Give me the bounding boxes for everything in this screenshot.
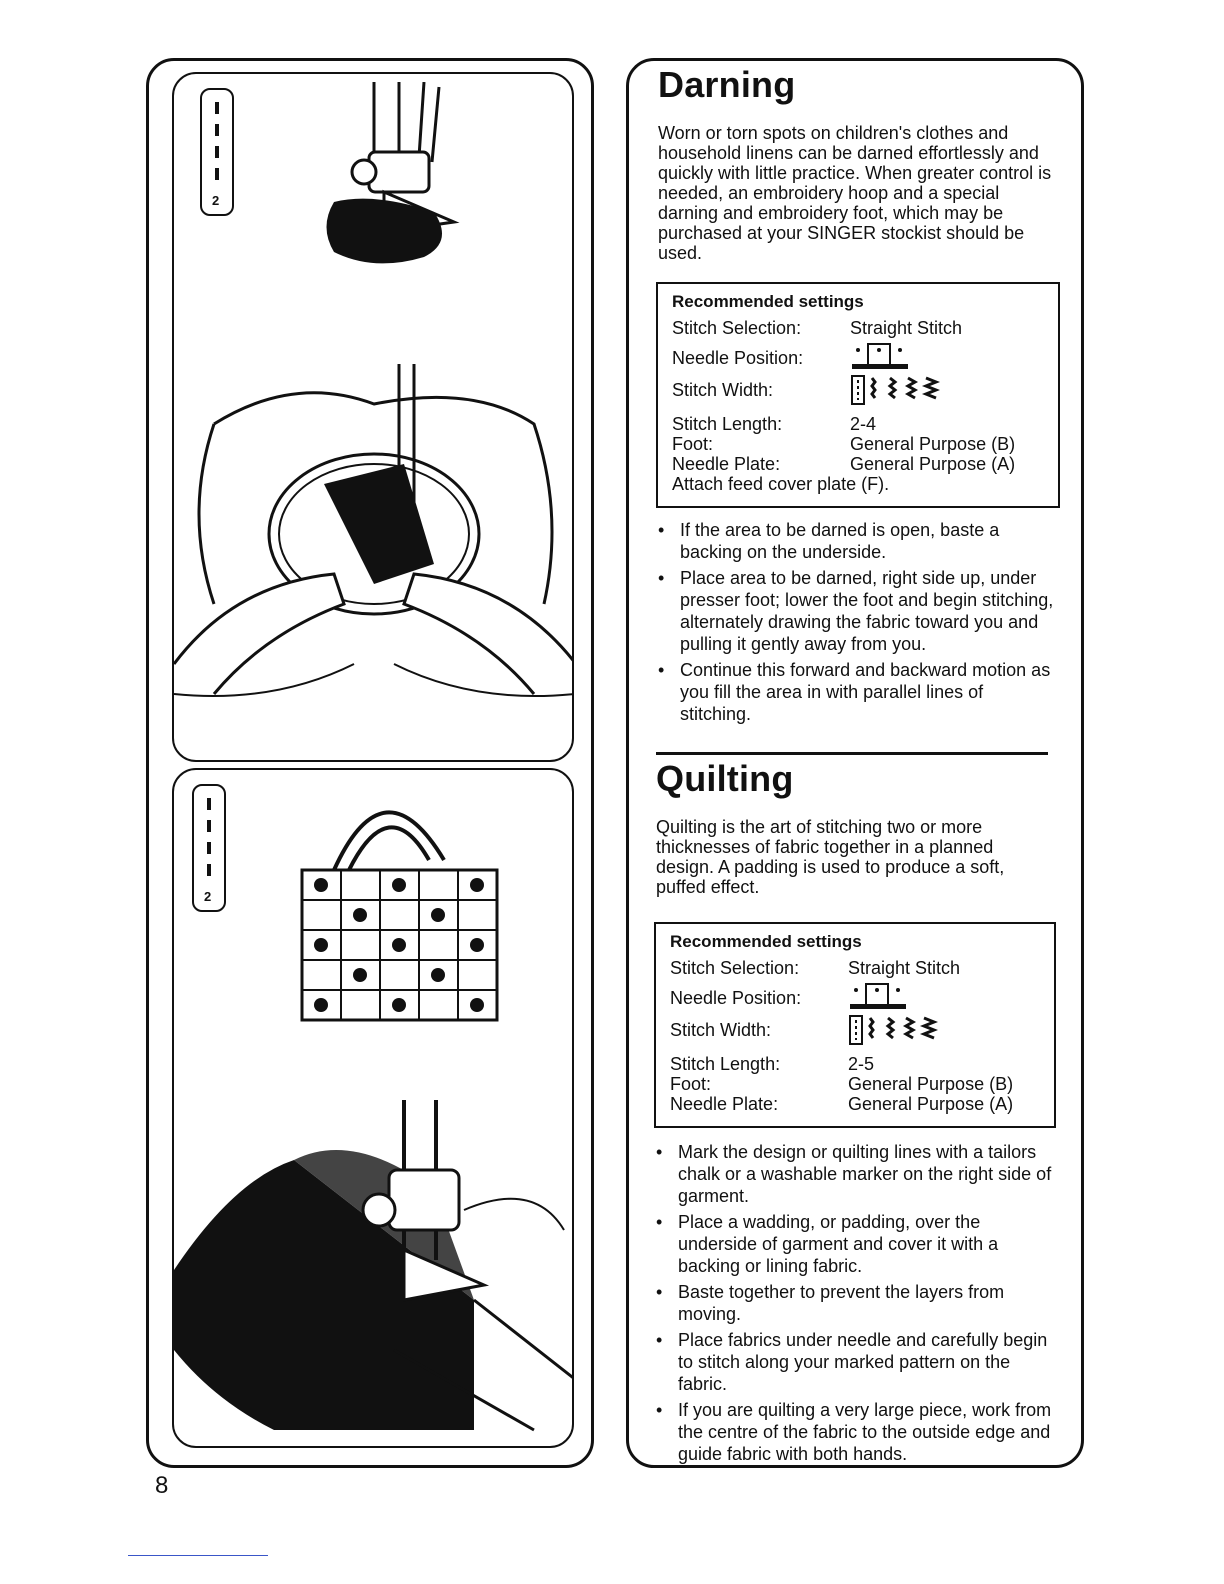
stitch-width-icon [850, 374, 940, 406]
stitch-length-gauge-icon: 2 [200, 88, 234, 216]
list-item: • Place a wadding, or padding, over the underside of garment and cover it with a backing or lining fabric. [654, 1211, 1054, 1277]
list-item: • Baste together to prevent the layers from moving. [654, 1281, 1054, 1325]
darning-bullet-list [656, 519, 1058, 729]
footer-rule [128, 1555, 268, 1556]
quilted-bag-illustration [284, 780, 504, 1030]
quilting-intro: Quilting is the art of stitching two or more thicknesses of fabric together in a planned design. A padding is used to produce a soft, puffed effect. [656, 817, 1005, 897]
list-item: • Place fabrics under needle and carefully begin to stitch along your marked pattern on the fabric. [654, 1329, 1054, 1395]
list-item: • If you are quilting a very large piece, work from the centre of the fabric to the outside edge and guide fabric with both hands. [654, 1399, 1054, 1465]
quilting-title: Quilting [656, 758, 794, 799]
darning-illustration-panel [172, 72, 574, 762]
sewing-foot-darning-illustration [314, 82, 504, 272]
darning-title: Darning [658, 64, 796, 105]
needle-position-icon [848, 982, 908, 1012]
section-divider [656, 752, 1048, 755]
settings-heading: Recommended settings [670, 932, 862, 951]
quilting-bullet-list [654, 1141, 1054, 1469]
darning-intro: Worn or torn spots on children's clothes and household linens can be darned effortlessly and quickly with little practice. When greater control is needed, an embroidery hoop and a special darning and embroidery foot, which may be purchased at your SINGER stockist should be used. [658, 123, 1052, 263]
settings-heading: Recommended settings [672, 292, 864, 311]
stitch-length-gauge-icon: 2 [192, 784, 226, 912]
stitch-width-icon [848, 1014, 938, 1046]
embroidery-hoop-illustration [174, 364, 574, 762]
list-item: • Mark the design or quilting lines with a tailors chalk or a washable marker on the right side of garment. [654, 1141, 1054, 1207]
quilting-illustration-panel [172, 768, 574, 1448]
quilting-settings-box: Recommended settings Stitch Selection: Straight Stitch Needle Position: Stitch Width: Stitch Length: 2-5 Foot: General Purpose (B) Needle Plate: General Purpose (A) [654, 922, 1056, 1128]
list-item: • Continue this forward and backward motion as you fill the area in with parallel lines of stitching. [656, 659, 1058, 725]
settings-note: Attach feed cover plate (F). [672, 474, 890, 494]
needle-position-icon [850, 342, 910, 372]
page-number: 8 [155, 1472, 169, 1499]
sewing-foot-quilting-illustration [174, 1100, 574, 1448]
darning-settings-box: Recommended settings Stitch Selection: Straight Stitch Needle Position: Stitch Width: Stitch Length: 2-4 Foot: General Purpose (B) Needle Plate: General Purpose (A) Attach feed cover plate (F). [656, 282, 1060, 508]
list-item: • Place area to be darned, right side up, under presser foot; lower the foot and begin stitching, alternately drawing the fabric toward you and pulling it gently away from you. [656, 567, 1058, 655]
list-item: • If the area to be darned is open, baste a backing on the underside. [656, 519, 1058, 563]
